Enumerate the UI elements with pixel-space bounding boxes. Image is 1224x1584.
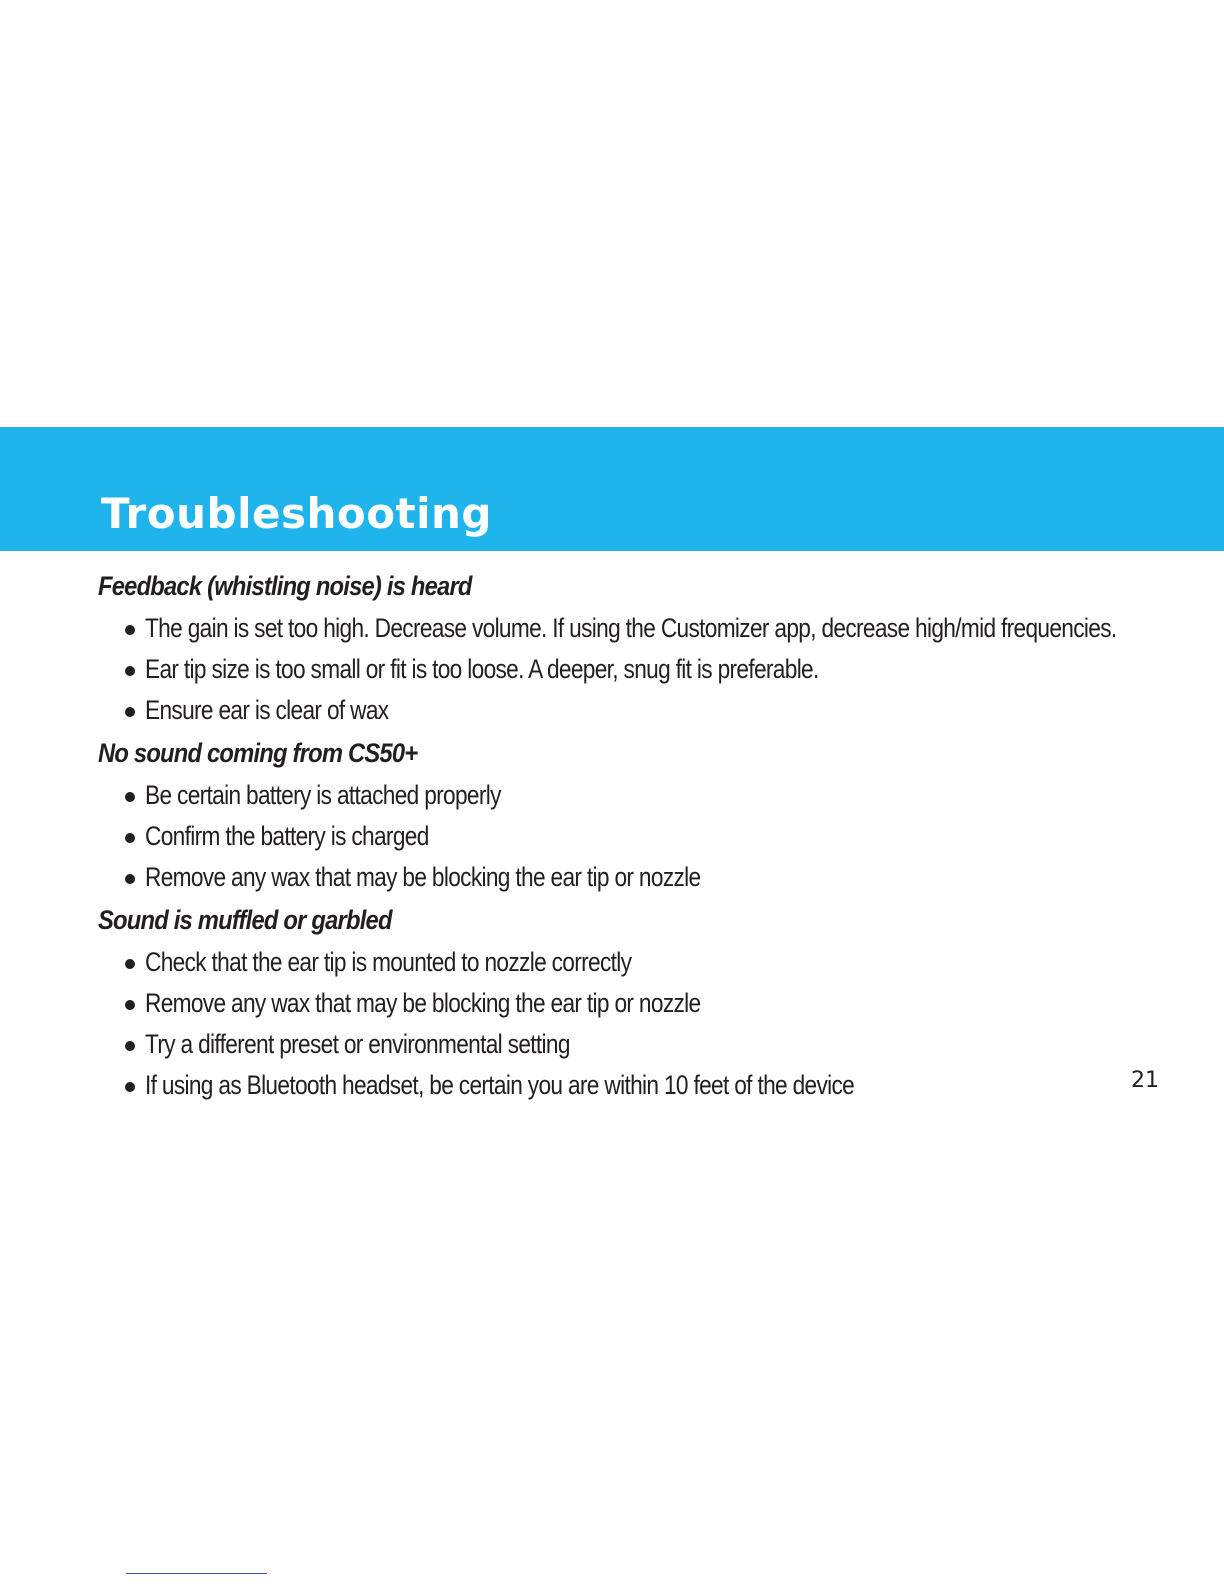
section-feedback: [98, 564, 1188, 731]
bullet-list: [98, 942, 1188, 1106]
list-item-text: Ear tip size is too small or fit is too loose. A deeper, snug fit is preferable.: [145, 654, 819, 684]
list-item: [98, 649, 1188, 690]
bullet-icon: [125, 625, 135, 635]
bullet-list: [98, 608, 1188, 731]
section-heading: [98, 564, 1188, 608]
page-title: Troubleshooting: [101, 489, 492, 538]
section-heading-text: No sound coming from CS50+: [98, 738, 418, 768]
list-item: [98, 1065, 1188, 1106]
section-heading-text: Feedback (whistling noise) is heard: [98, 571, 472, 601]
bullet-icon: [125, 833, 135, 843]
bullet-icon: [125, 959, 135, 969]
list-item-text: If using as Bluetooth headset, be certain you are within 10 feet of the device: [145, 1070, 855, 1100]
list-item-text: Check that the ear tip is mounted to nozzle correctly: [145, 947, 632, 977]
section-muffled: [98, 898, 1188, 1106]
bullet-icon: [125, 874, 135, 884]
list-item-text: The gain is set too high. Decrease volume. If using the Customizer app, decrease high/mid frequencies.: [145, 613, 1117, 643]
bullet-icon: [125, 1082, 135, 1092]
bullet-icon: [125, 1000, 135, 1010]
page-number: 21: [1131, 1068, 1159, 1093]
section-heading-text: Sound is muffled or garbled: [98, 905, 392, 935]
list-item-text: Remove any wax that may be blocking the ear tip or nozzle: [145, 988, 701, 1018]
section-heading: [98, 731, 1188, 775]
section-heading: [98, 898, 1188, 942]
list-item: [98, 857, 1188, 898]
bullet-icon: [125, 666, 135, 676]
list-item-text: Be certain battery is attached properly: [145, 780, 501, 810]
bullet-list: [98, 775, 1188, 898]
list-item-text: Confirm the battery is charged: [145, 821, 429, 851]
list-item: [98, 775, 1188, 816]
list-item-text: Try a different preset or environmental setting: [145, 1029, 570, 1059]
list-item: [98, 608, 1188, 649]
troubleshooting-content: [98, 564, 1188, 1106]
list-item-text: Remove any wax that may be blocking the ear tip or nozzle: [145, 862, 701, 892]
bullet-icon: [125, 1041, 135, 1051]
section-no-sound: [98, 731, 1188, 898]
list-item: [98, 942, 1188, 983]
list-item: [98, 1024, 1188, 1065]
list-item-text: Ensure ear is clear of wax: [145, 695, 389, 725]
list-item: [98, 690, 1188, 731]
bullet-icon: [125, 792, 135, 802]
bullet-icon: [125, 707, 135, 717]
footer-rule: [126, 1573, 267, 1574]
list-item: [98, 983, 1188, 1024]
list-item: [98, 816, 1188, 857]
